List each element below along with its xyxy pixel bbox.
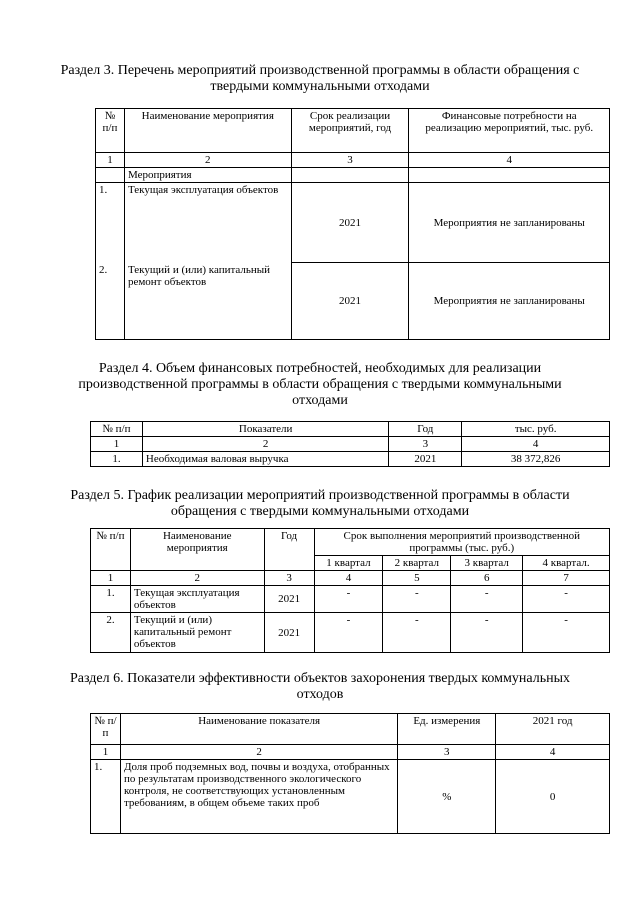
row-year: 2021 bbox=[291, 263, 409, 340]
col-number: 2 bbox=[120, 745, 397, 760]
col-number: 2 bbox=[130, 571, 264, 586]
header-quarter-1: 1 квартал bbox=[314, 556, 383, 571]
col-number: 6 bbox=[451, 571, 523, 586]
col-number: 3 bbox=[389, 437, 462, 452]
header-indicators: Показатели bbox=[142, 422, 389, 437]
section-6-table bbox=[90, 713, 610, 834]
header-num: № п/п bbox=[91, 529, 131, 571]
col-number: 1 bbox=[91, 571, 131, 586]
row-name: Текущий и (или) капитальный ремонт объектов bbox=[130, 613, 264, 653]
row-num: 2. bbox=[91, 613, 131, 653]
col-number: 1 bbox=[91, 745, 121, 760]
group-empty-cell bbox=[96, 168, 125, 183]
row-q1: - bbox=[314, 613, 383, 653]
row-value: 0 bbox=[496, 760, 610, 834]
section-5-table bbox=[90, 528, 610, 653]
row-num: 1. bbox=[96, 183, 125, 263]
row-num: 1. bbox=[91, 452, 143, 467]
row-num: 2. bbox=[96, 263, 125, 340]
group-empty-cell bbox=[291, 168, 409, 183]
row-q3: - bbox=[451, 613, 523, 653]
row-num: 1. bbox=[91, 586, 131, 613]
row-q2: - bbox=[383, 613, 451, 653]
row-q3: - bbox=[451, 586, 523, 613]
header-finance: Финансовые потребности на реализацию мероприятий, тыс. руб. bbox=[409, 109, 610, 153]
header-year: 2021 год bbox=[496, 714, 610, 745]
col-number: 1 bbox=[91, 437, 143, 452]
col-number: 2 bbox=[124, 153, 291, 168]
header-indicator: Наименование показателя bbox=[120, 714, 397, 745]
row-name: Текущая эксплуатация объектов bbox=[124, 183, 291, 263]
section-6-title: Раздел 6. Показатели эффективности объектов захоронения твердых коммунальных отходов bbox=[70, 671, 570, 702]
row-num: 1. bbox=[91, 760, 121, 834]
header-num: № п/п bbox=[91, 714, 121, 745]
col-number: 4 bbox=[314, 571, 383, 586]
row-q1: - bbox=[314, 586, 383, 613]
header-quarter-3: 3 квартал bbox=[451, 556, 523, 571]
header-amount: тыс. руб. bbox=[462, 422, 610, 437]
col-number: 3 bbox=[398, 745, 496, 760]
section-5-title: Раздел 5. График реализации мероприятий производственной программы в области обращения с твердыми коммунальными отходами bbox=[70, 488, 570, 519]
col-number: 7 bbox=[523, 571, 610, 586]
header-quarter-4: 4 квартал. bbox=[523, 556, 610, 571]
header-term: Срок реализации мероприятий, год bbox=[291, 109, 409, 153]
header-year: Год bbox=[389, 422, 462, 437]
section-3-title: Раздел 3. Перечень мероприятий производственной программы в области обращения с твердыми коммунальными отходами bbox=[60, 63, 580, 94]
col-number: 2 bbox=[142, 437, 389, 452]
col-number: 4 bbox=[409, 153, 610, 168]
col-number: 1 bbox=[96, 153, 125, 168]
row-name: Необходимая валовая выручка bbox=[142, 452, 389, 467]
header-quarter-2: 2 квартал bbox=[383, 556, 451, 571]
header-num: № п/п bbox=[96, 109, 125, 153]
header-schedule: Срок выполнения мероприятий производственной программы (тыс. руб.) bbox=[314, 529, 609, 556]
row-value: 38 372,826 bbox=[462, 452, 610, 467]
header-unit: Ед. измерения bbox=[398, 714, 496, 745]
section-3-table bbox=[95, 108, 610, 340]
row-name: Доля проб подземных вод, почвы и воздуха, отобранных по результатам производственного экологического контроля, не соответствующих установленным требованиям, в общем объеме таких проб bbox=[120, 760, 397, 834]
row-year: 2021 bbox=[389, 452, 462, 467]
header-year: Год bbox=[264, 529, 314, 571]
row-finance: Мероприятия не запланированы bbox=[409, 263, 610, 340]
row-year: 2021 bbox=[264, 613, 314, 653]
section-4-title: Раздел 4. Объем финансовых потребностей, необходимых для реализации производственной программы в области обращения с твердыми коммунальными отходами bbox=[78, 361, 562, 408]
col-number: 5 bbox=[383, 571, 451, 586]
header-num: № п/п bbox=[91, 422, 143, 437]
group-label: Мероприятия bbox=[124, 168, 291, 183]
group-empty-cell bbox=[409, 168, 610, 183]
row-unit: % bbox=[398, 760, 496, 834]
row-q4: - bbox=[523, 586, 610, 613]
row-finance: Мероприятия не запланированы bbox=[409, 183, 610, 263]
header-name: Наименование мероприятия bbox=[130, 529, 264, 571]
col-number: 3 bbox=[264, 571, 314, 586]
row-q4: - bbox=[523, 613, 610, 653]
row-name: Текущий и (или) капитальный ремонт объектов bbox=[124, 263, 291, 340]
col-number: 4 bbox=[496, 745, 610, 760]
row-q2: - bbox=[383, 586, 451, 613]
col-number: 4 bbox=[462, 437, 610, 452]
row-year: 2021 bbox=[291, 183, 409, 263]
col-number: 3 bbox=[291, 153, 409, 168]
header-name: Наименование мероприятия bbox=[124, 109, 291, 153]
row-name: Текущая эксплуатация объектов bbox=[130, 586, 264, 613]
row-year: 2021 bbox=[264, 586, 314, 613]
section-4-table bbox=[90, 421, 610, 467]
